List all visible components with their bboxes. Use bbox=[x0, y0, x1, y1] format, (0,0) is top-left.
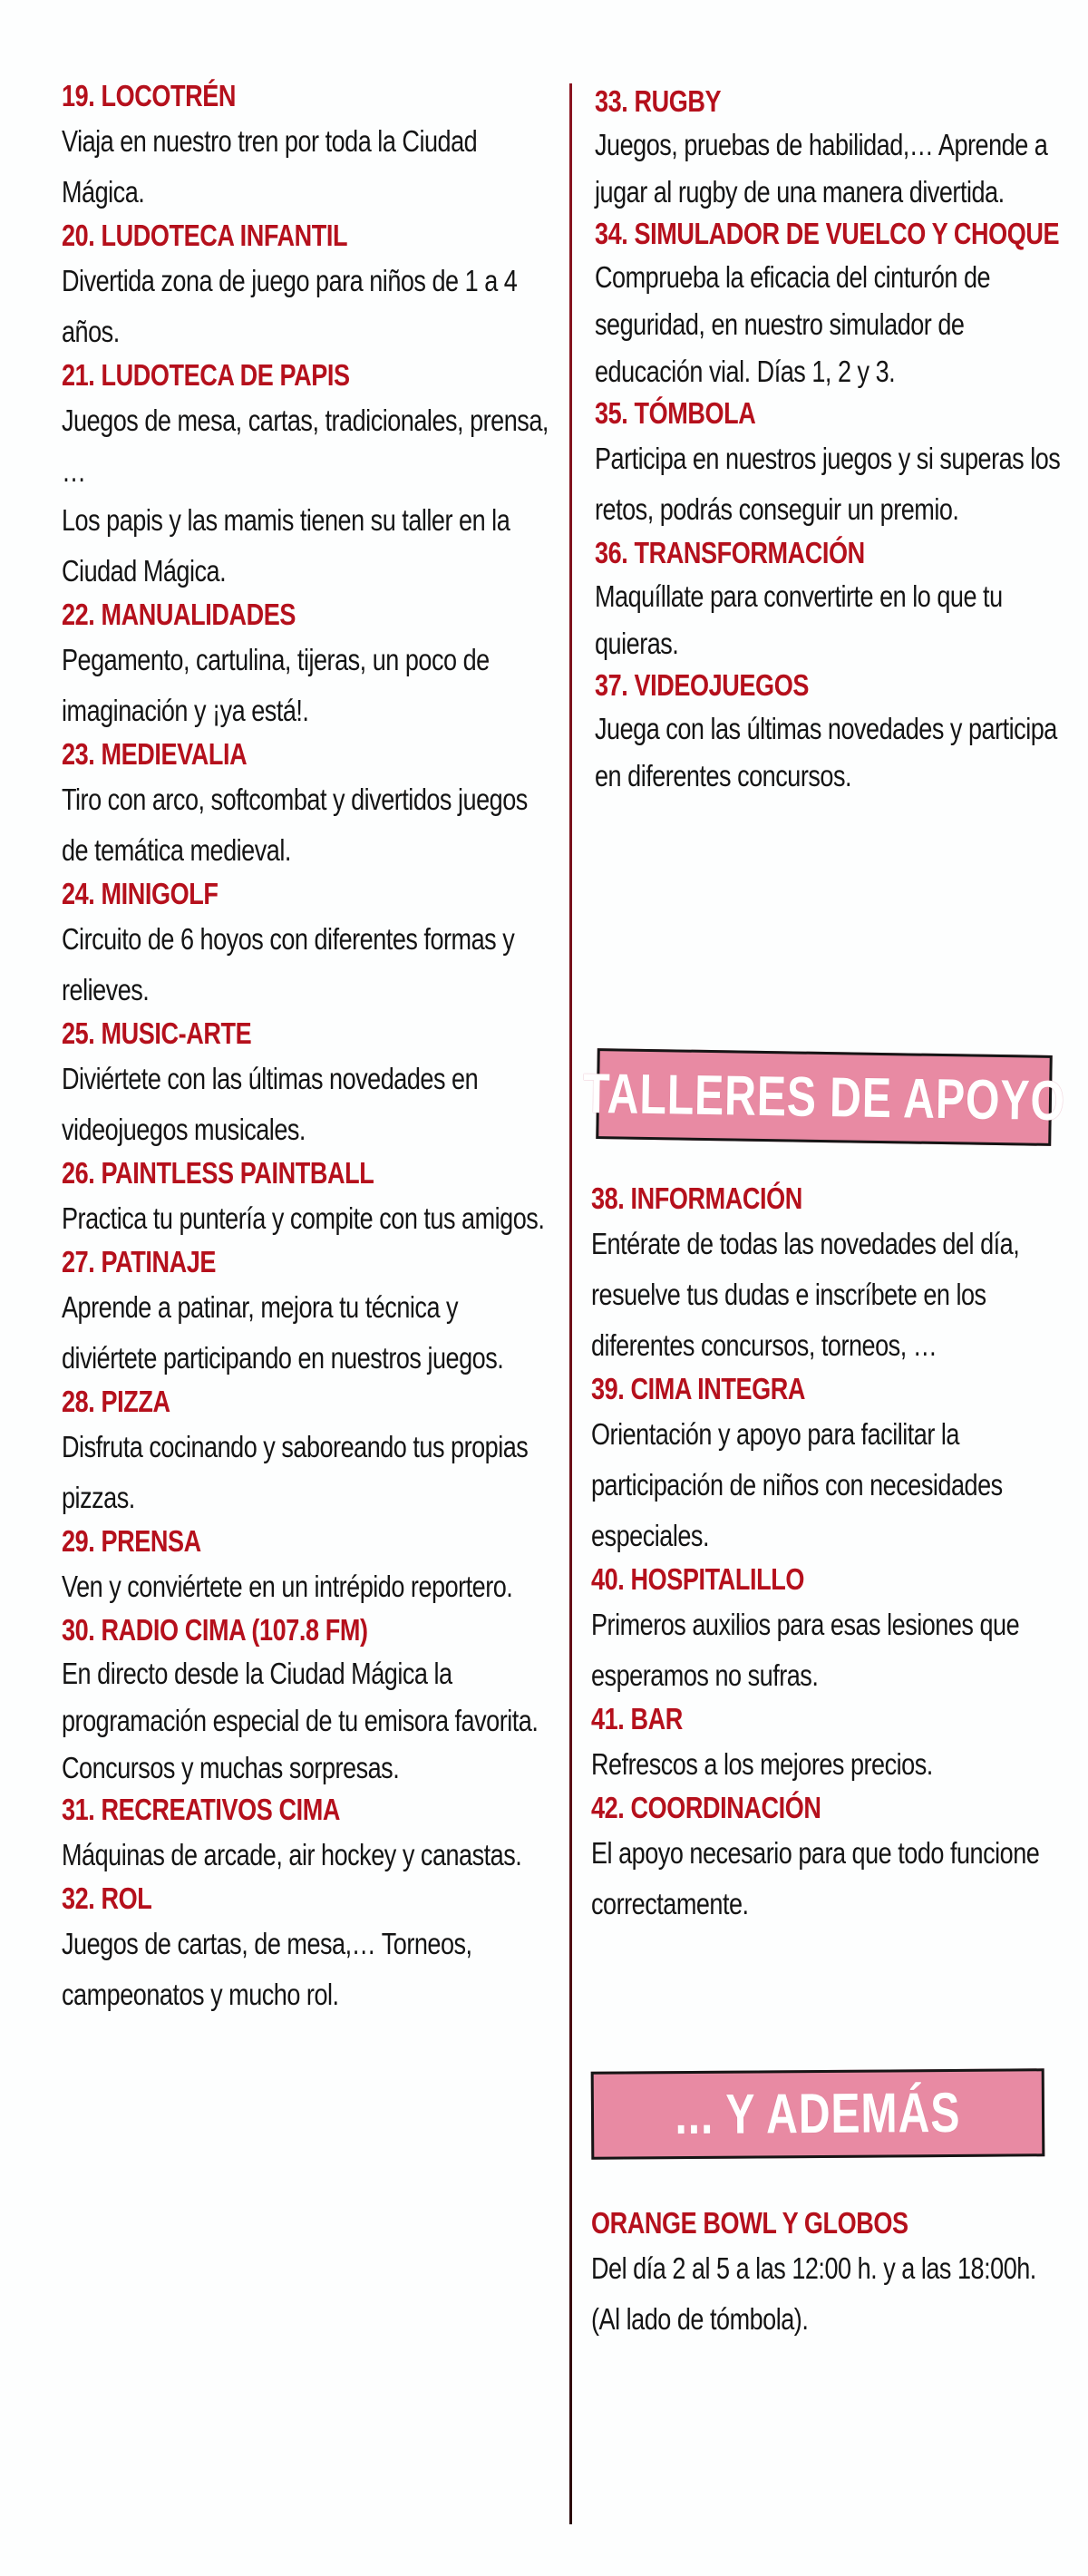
entry-radio-cima bbox=[62, 1610, 551, 1792]
entry-description: Tiro con arco, softcombat y divertidos juegos de temática medieval. bbox=[62, 783, 528, 867]
entry-description: Participa en nuestros juegos y si superas los retos, podrás conseguir un premio. bbox=[595, 442, 1061, 526]
right-column bbox=[595, 82, 1066, 798]
entry-title: 20. LUDOTECA INFANTIL bbox=[62, 219, 348, 252]
entry-title: 33. RUGBY bbox=[595, 84, 722, 118]
section-banner-talleres-de-apoyo bbox=[582, 1048, 1066, 1146]
entry-medievalia bbox=[62, 734, 551, 876]
entry-title: 35. TÓMBOLA bbox=[595, 396, 756, 430]
section-banner-y-ademas bbox=[591, 2068, 1045, 2159]
entry-prensa bbox=[62, 1521, 551, 1612]
entry-title: ORANGE BOWL Y GLOBOS bbox=[591, 2206, 908, 2240]
entry-bar bbox=[591, 1699, 1063, 1790]
entry-rugby bbox=[595, 82, 1066, 216]
entry-coordinacion bbox=[591, 1788, 1063, 1930]
entry-title: 24. MINIGOLF bbox=[62, 877, 219, 910]
entry-description: Pegamento, cartulina, tijeras, un poco de imaginación y ¡ya está!. bbox=[62, 643, 490, 727]
entry-title: 28. PIZZA bbox=[62, 1385, 170, 1418]
entry-title: 22. MANUALIDADES bbox=[62, 598, 296, 631]
entry-tombola bbox=[595, 394, 1066, 535]
entry-patinaje bbox=[62, 1242, 551, 1384]
entry-orange-bowl bbox=[591, 2203, 1063, 2343]
entry-title: 27. PATINAJE bbox=[62, 1245, 217, 1278]
entry-title: 34. SIMULADOR DE VUELCO Y CHOQUE bbox=[595, 217, 1060, 250]
entry-description: Maquíllate para convertirte en lo que tu quieras. bbox=[595, 579, 1003, 660]
entry-description: Refrescos a los mejores precios. bbox=[591, 1747, 933, 1781]
entry-rol bbox=[62, 1879, 551, 2020]
entry-description-extra: Los papis y las mamis tienen su taller en la Ciudad Mágica. bbox=[62, 503, 510, 588]
entry-description: Ven y conviértete en un intrépido reportero. bbox=[62, 1570, 513, 1603]
entry-description: En directo desde la Ciudad Mágica la programación especial de tu emisora favorita. Concursos y muchas sorpresas. bbox=[62, 1657, 539, 1784]
entry-manualidades bbox=[62, 595, 551, 736]
entry-title: 41. BAR bbox=[591, 1702, 683, 1735]
entry-description: Diviértete con las últimas novedades en videojuegos musicales. bbox=[62, 1062, 479, 1146]
entry-informacion bbox=[591, 1179, 1063, 1371]
entry-description: Practica tu puntería y compite con tus amigos. bbox=[62, 1201, 545, 1235]
entry-title: 31. RECREATIVOS CIMA bbox=[62, 1793, 341, 1826]
entry-title: 30. RADIO CIMA (107.8 FM) bbox=[62, 1613, 368, 1647]
entry-cima-integra bbox=[591, 1369, 1063, 1561]
entry-title: 38. INFORMACIÓN bbox=[591, 1181, 802, 1215]
entry-description: Divertida zona de juego para niños de 1 a 4 años. bbox=[62, 264, 518, 348]
entry-description: Entérate de todas las novedades del día, resuelve tus dudas e inscríbete en los diferentes concursos, torneos, … bbox=[591, 1227, 1020, 1362]
entry-description: Juegos, pruebas de habilidad,… Aprende a jugar al rugby de una manera divertida. bbox=[595, 128, 1048, 209]
entry-ludoteca-de-papis bbox=[62, 355, 551, 597]
left-column bbox=[62, 76, 551, 2018]
entry-minigolf bbox=[62, 874, 551, 1016]
entry-title: 39. CIMA INTEGRA bbox=[591, 1372, 806, 1405]
entry-description: Comprueba la eficacia del cinturón de seguridad, en nuestro simulador de educación vial. Días 1, 2 y 3. bbox=[595, 260, 991, 388]
banner-title: TALLERES DE APOYO bbox=[582, 1062, 1066, 1132]
entry-description: Máquinas de arcade, air hockey y canastas. bbox=[62, 1838, 522, 1871]
entry-simulador bbox=[595, 214, 1066, 395]
entry-hospitalillo bbox=[591, 1560, 1063, 1701]
entry-title: 29. PRENSA bbox=[62, 1524, 201, 1558]
entry-description: Circuito de 6 hoyos con diferentes formas y relieves. bbox=[62, 922, 515, 1006]
entry-title: 32. ROL bbox=[62, 1881, 152, 1915]
entry-title: 37. VIDEOJUEGOS bbox=[595, 668, 809, 702]
entry-locotren bbox=[62, 76, 551, 218]
entry-description: Orientación y apoyo para facilitar la participación de niños con necesidades especiales. bbox=[591, 1417, 1003, 1552]
entry-description: Viaja en nuestro tren por toda la Ciudad Mágica. bbox=[62, 124, 478, 209]
entry-title: 40. HOSPITALILLO bbox=[591, 1562, 805, 1596]
entry-description: El apoyo necesario para que todo funcione correctamente. bbox=[591, 1836, 1040, 1920]
entry-description: Aprende a patinar, mejora tu técnica y diviértete participando en nuestros juegos. bbox=[62, 1290, 504, 1375]
entry-music-arte bbox=[62, 1014, 551, 1155]
entry-title: 26. PAINTLESS PAINTBALL bbox=[62, 1156, 374, 1190]
entry-description: Juegos de cartas, de mesa,… Torneos, campeonatos y mucho rol. bbox=[62, 1927, 472, 2011]
entry-title: 42. COORDINACIÓN bbox=[591, 1791, 821, 1824]
entry-title: 23. MEDIEVALIA bbox=[62, 737, 248, 771]
entry-description: Juegos de mesa, cartas, tradicionales, prensa, … bbox=[62, 403, 549, 488]
entry-title: 19. LOCOTRÉN bbox=[62, 79, 237, 112]
entry-description: Primeros auxilios para esas lesiones que esperamos no sufras. bbox=[591, 1608, 1020, 1692]
entry-recreativos-cima bbox=[62, 1790, 551, 1881]
entry-videojuegos bbox=[595, 666, 1066, 800]
entry-paintless-paintball bbox=[62, 1153, 551, 1244]
entry-transformacion bbox=[595, 533, 1066, 667]
support-entries bbox=[591, 1179, 1063, 1928]
entry-description: Del día 2 al 5 a las 12:00 h. y a las 18:00h. (Al lado de tómbola). bbox=[591, 2251, 1036, 2336]
entry-title: 21. LUDOTECA DE PAPIS bbox=[62, 358, 350, 392]
banner-title: ... Y ADEMÁS bbox=[675, 2081, 961, 2147]
entry-pizza bbox=[62, 1382, 551, 1523]
entry-description: Disfruta cocinando y saboreando tus propias pizzas. bbox=[62, 1430, 529, 1514]
entry-ludoteca-infantil bbox=[62, 216, 551, 357]
column-divider bbox=[569, 83, 572, 2524]
entry-title: 25. MUSIC-ARTE bbox=[62, 1016, 252, 1050]
entry-description: Juega con las últimas novedades y participa en diferentes concursos. bbox=[595, 712, 1057, 792]
entry-title: 36. TRANSFORMACIÓN bbox=[595, 536, 865, 569]
